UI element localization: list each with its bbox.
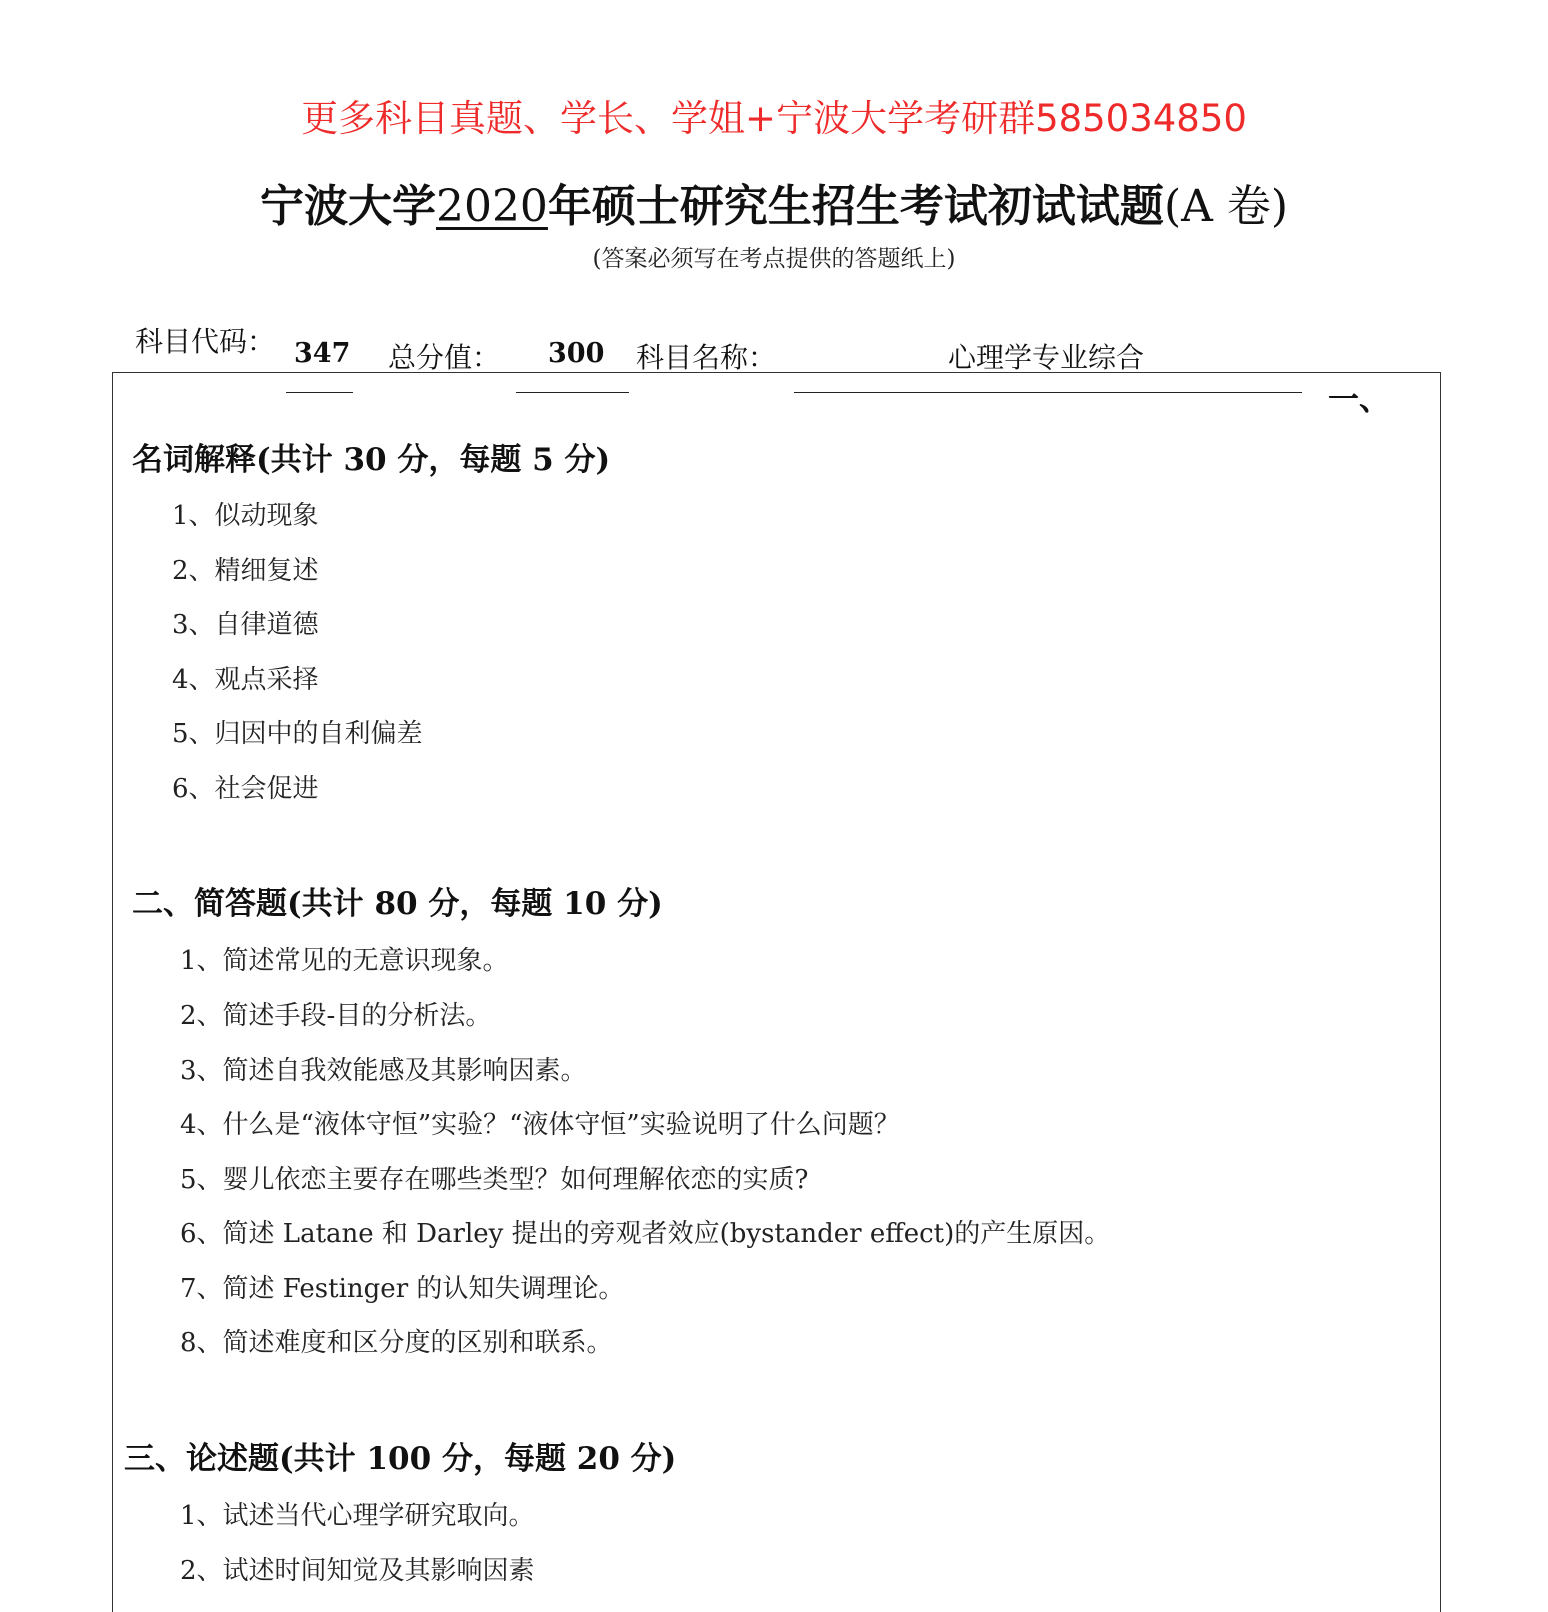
section-2-item: 6、简述 Latane 和 Darley 提出的旁观者效应(bystander effect)的产生原因。 (180, 1219, 1111, 1249)
title-paper: (A 卷) (1163, 181, 1289, 232)
section-2-item: 4、什么是“液体守恒”实验？“液体守恒”实验说明了什么问题？ (180, 1110, 900, 1140)
section-1-heading: 名词解释(共计 30 分，每题 5 分) (132, 442, 611, 478)
promo-banner: 更多科目真题、学长、学姐+宁波大学考研群585034850 (301, 97, 1247, 140)
section-1-item: 5、归因中的自利偏差 (172, 719, 423, 749)
total-score-value: 300 (548, 338, 605, 369)
section-2-item: 8、简述难度和区分度的区别和联系。 (180, 1328, 613, 1358)
title-prefix: 宁波大学 (259, 181, 436, 232)
section-1-item: 3、自律道德 (172, 610, 319, 640)
section-2-heading: 二、简答题(共计 80 分，每题 10 分) (132, 886, 663, 922)
section-2-item: 7、简述 Festinger 的认知失调理论。 (180, 1274, 625, 1304)
title-suffix: 年硕士研究生招生考试初试试题 (547, 181, 1164, 232)
section-1-number: 一、 (1328, 382, 1390, 418)
subject-name-value: 心理学专业综合 (948, 341, 1145, 374)
section-1-item: 2、精细复述 (172, 556, 319, 586)
section-2-item: 2、简述手段-目的分析法。 (180, 1001, 492, 1031)
total-score-label: 总分值： (388, 341, 501, 374)
section-2-item: 5、婴儿依恋主要存在哪些类型？如何理解依恋的实质? (180, 1165, 809, 1195)
section-1-item: 6、社会促进 (172, 774, 319, 804)
subject-name-label: 科目名称： (636, 341, 777, 374)
section-1-item: 4、观点采择 (172, 665, 319, 695)
section-2-item: 1、简述常见的无意识现象。 (180, 946, 509, 976)
title-year: 2020 (435, 181, 548, 232)
exam-title (0, 170, 1548, 234)
section-3-item: 2、试述时间知觉及其影响因素 (180, 1556, 535, 1586)
section-2-item: 3、简述自我效能感及其影响因素。 (180, 1056, 587, 1086)
answer-sheet-notice: (答案必须写在考点提供的答题纸上) (592, 246, 956, 272)
subject-code-label: 科目代码： (135, 325, 276, 358)
section-3-item: 1、试述当代心理学研究取向。 (180, 1501, 535, 1531)
section-1-item: 1、似动现象 (172, 501, 319, 531)
subject-code-value: 347 (294, 338, 351, 369)
section-3-heading: 三、论述题(共计 100 分，每题 20 分) (124, 1441, 677, 1477)
